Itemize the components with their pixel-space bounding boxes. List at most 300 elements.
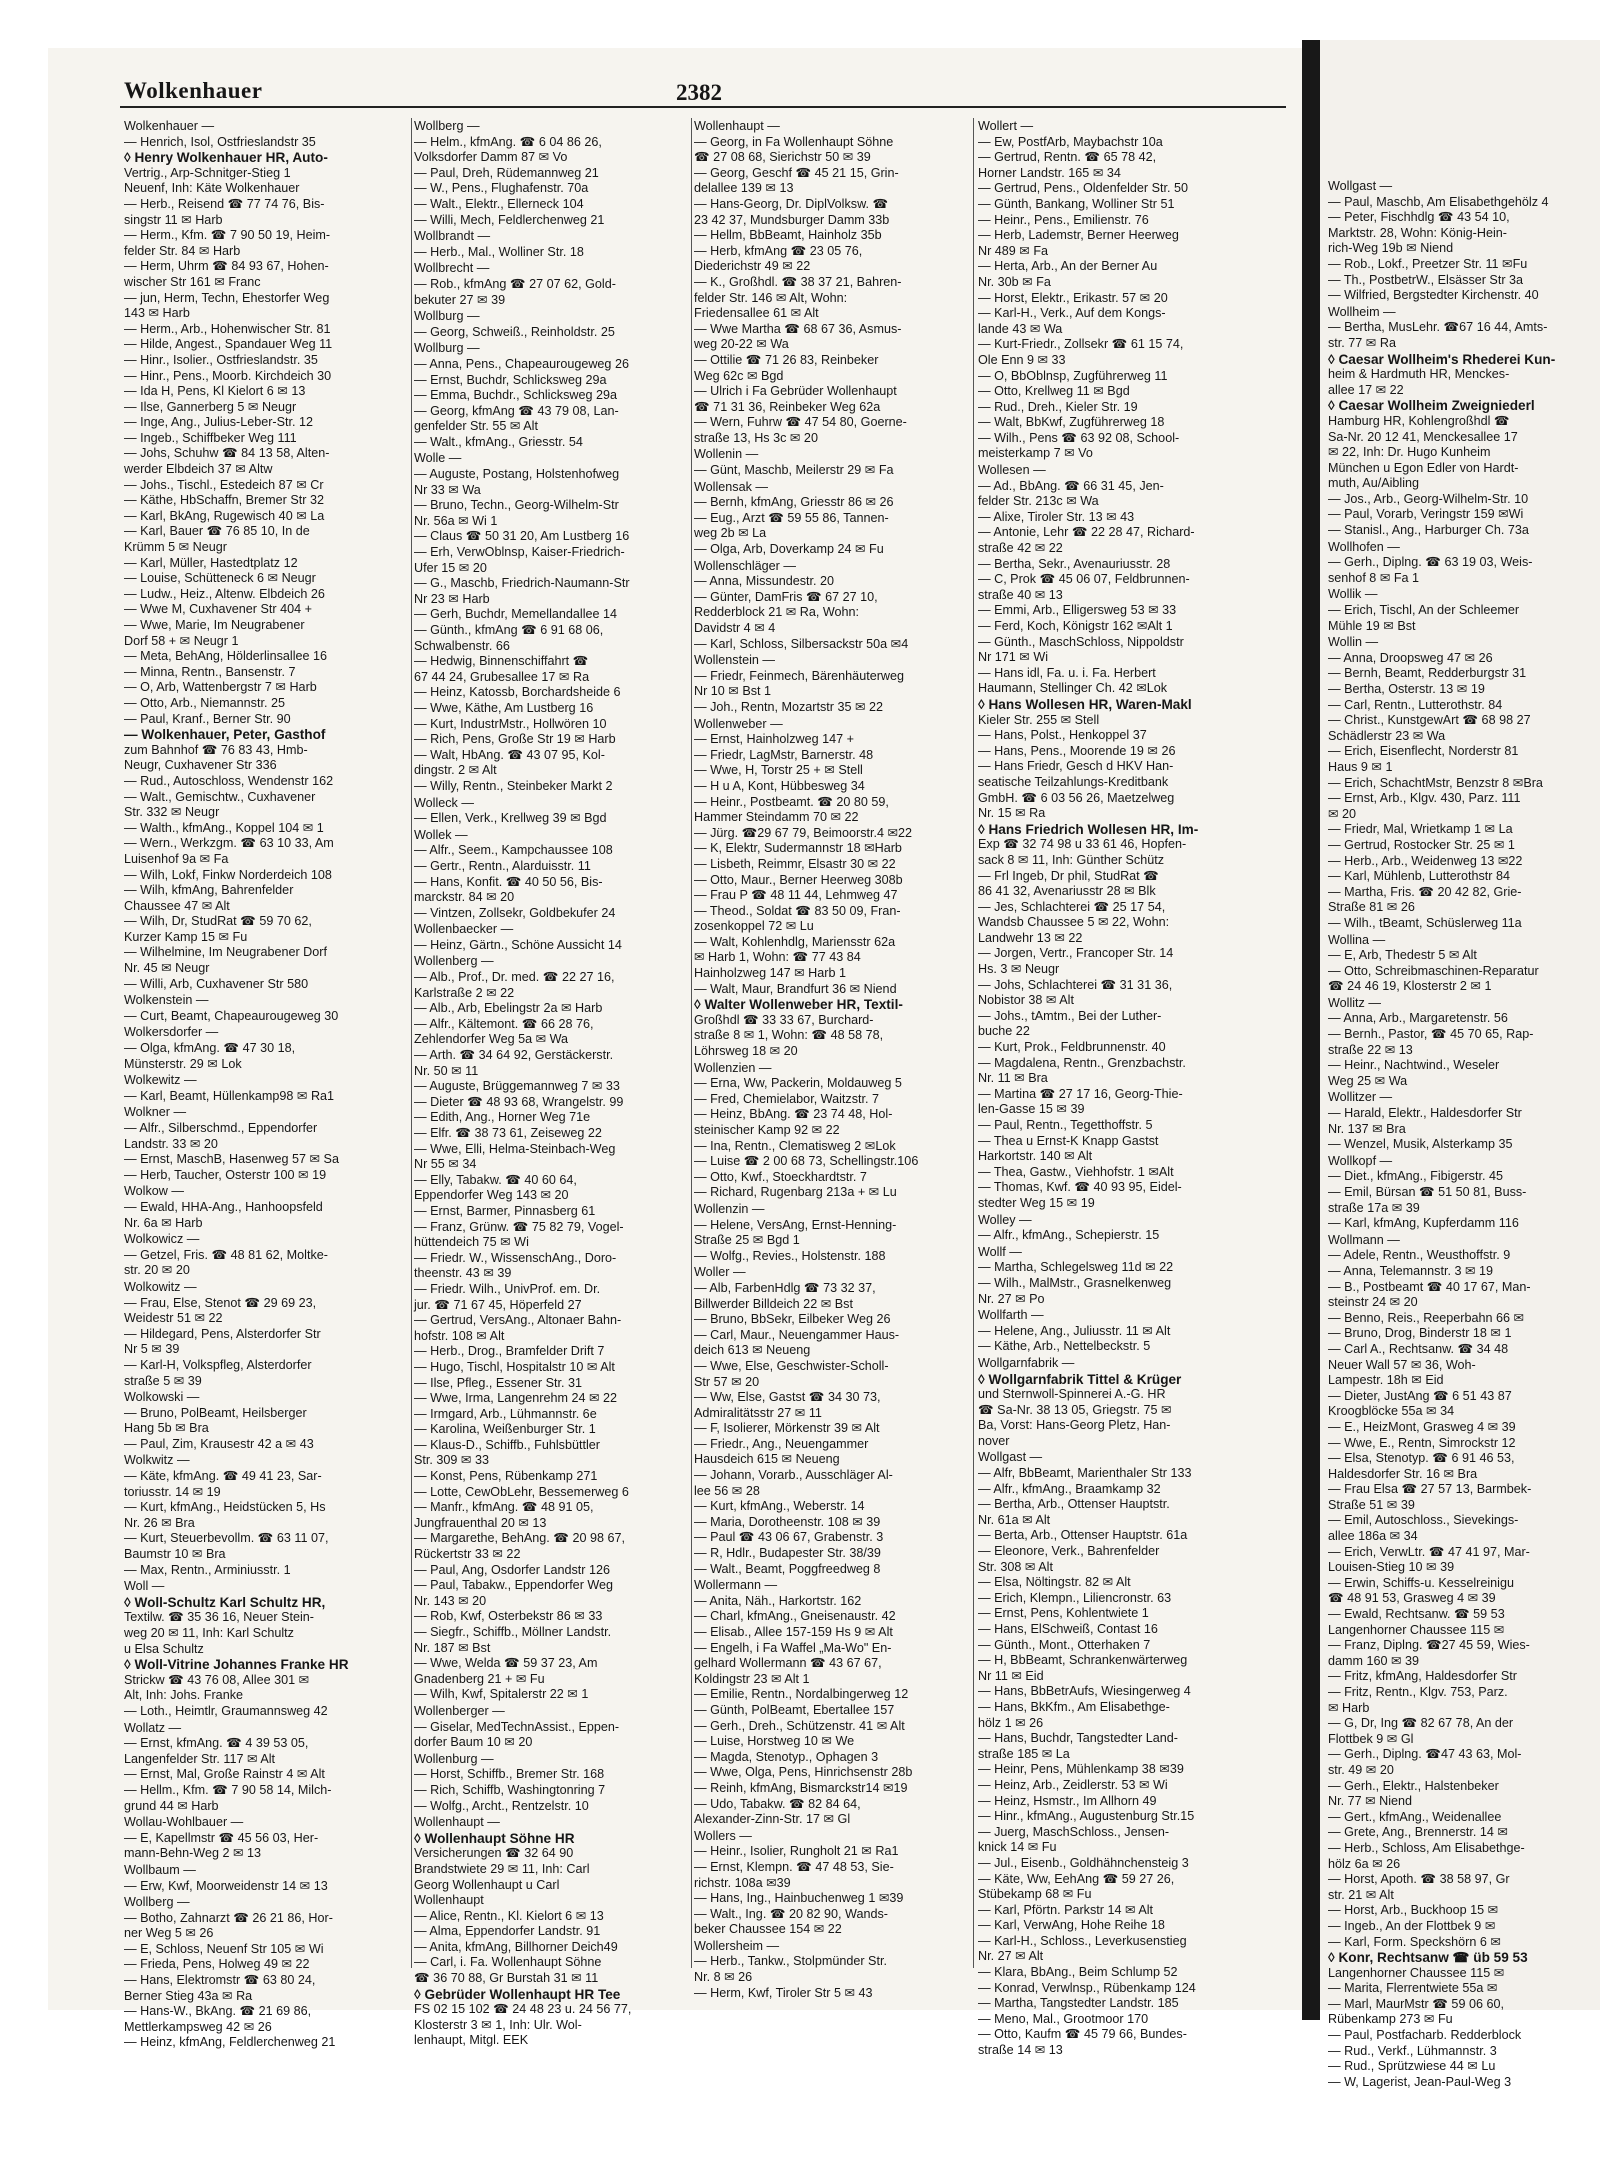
directory-entry: — Walth., kfmAng., Koppel 104 ✉ 1 bbox=[124, 820, 324, 835]
directory-entry: Nr. 8 ✉ 26 bbox=[694, 1970, 753, 1985]
directory-entry: — Dieter ☎ 48 93 68, Wrangelstr. 99 bbox=[414, 1094, 624, 1109]
directory-entry: — Jul., Eisenb., Goldhähnchensteig 3 bbox=[978, 1855, 1189, 1870]
directory-entry: — Horst, Schiffb., Bremer Str. 168 bbox=[414, 1767, 605, 1782]
directory-entry: Weidestr 51 ✉ 22 bbox=[124, 1311, 223, 1326]
directory-entry: singstr 11 ✉ Harb bbox=[124, 212, 223, 227]
directory-entry: — R, Hdlr., Budapester Str. 38/39 bbox=[694, 1546, 881, 1561]
directory-entry: — Günth, PolBeamt, Ebertallee 157 bbox=[694, 1702, 895, 1717]
directory-entry: — Karl, kfmAng, Kupferdamm 116 bbox=[1328, 1216, 1519, 1231]
directory-entry: — Wilh, Dr, StudRat ☎ 59 70 62, bbox=[124, 914, 312, 929]
directory-entry: — Gertrud, VersAng., Altonaer Bahn- bbox=[414, 1313, 622, 1328]
directory-entry: ◊ Woll-Schultz Karl Schultz HR, bbox=[124, 1594, 326, 1610]
directory-entry: — Paul ☎ 43 06 67, Grabenstr. 3 bbox=[694, 1530, 884, 1545]
directory-entry: seatische Teilzahlungs-Kreditbank bbox=[978, 774, 1169, 789]
directory-entry: Nr 489 ✉ Fa bbox=[978, 243, 1049, 258]
directory-entry: Volksdorfer Damm 87 ✉ Vo bbox=[414, 150, 568, 165]
directory-entry: — Ww, Else, Gastst ☎ 34 30 73, bbox=[694, 1390, 881, 1405]
directory-entry: — Hans, BbBetrAufs, Wiesingerweg 4 bbox=[978, 1684, 1191, 1699]
directory-entry: Nr. 27 ✉ Alt bbox=[978, 1949, 1044, 1964]
directory-entry: — Anita, Näh., Harkortstr. 162 bbox=[694, 1593, 862, 1608]
surname-heading: Wollenburg — bbox=[414, 1751, 494, 1766]
directory-entry: Str. 309 ✉ 33 bbox=[414, 1453, 489, 1468]
surname-heading: Wolkowicz — bbox=[124, 1232, 200, 1247]
directory-entry: — Karl-H, Volkspfleg, Alsterdorfer bbox=[124, 1357, 312, 1372]
directory-entry: Nr. 187 ✉ Bst bbox=[414, 1640, 491, 1655]
directory-entry: — Friedr. Wilh., UnivProf. em. Dr. bbox=[414, 1281, 601, 1296]
directory-entry: — Emilie, Rentn., Nordalbingerweg 12 bbox=[694, 1687, 909, 1702]
directory-entry: — Dieter, JustAng ☎ 6 51 43 87 bbox=[1328, 1388, 1512, 1403]
directory-entry: — E., HeizMont, Grasweg 4 ✉ 39 bbox=[1328, 1419, 1516, 1434]
surname-heading: Wollenstein — bbox=[694, 653, 775, 668]
directory-entry: Gnadenberg 21 + ✉ Fu bbox=[414, 1671, 545, 1686]
directory-entry: — Wwe, Olga, Pens, Hinrichsenstr 28b bbox=[694, 1765, 913, 1780]
directory-entry: str. 21 ✉ Alt bbox=[1328, 1887, 1394, 1902]
directory-entry: — Wolkenhauer, Peter, Gasthof bbox=[124, 727, 326, 743]
adjacent-page-text bbox=[1320, 40, 1600, 2089]
directory-entry: — Johs, Schuhw ☎ 84 13 58, Alten- bbox=[124, 446, 330, 461]
directory-entry: Landstr. 33 ✉ 20 bbox=[124, 1136, 218, 1151]
directory-entry: — Peter, Fischhdlg ☎ 43 54 10, bbox=[1328, 210, 1510, 225]
directory-entry: — Edith, Ang., Horner Weg 71e bbox=[414, 1110, 591, 1125]
directory-entry: — Paul, Ang, Osdorfer Landstr 126 bbox=[414, 1562, 611, 1577]
directory-entry: — Lisbeth, Reimmr, Elsastr 30 ✉ 22 bbox=[694, 856, 896, 871]
directory-entry: — Ludw., Heiz., Altenw. Elbdeich 26 bbox=[124, 586, 325, 601]
directory-entry: Rückertstr 33 ✉ 22 bbox=[414, 1547, 521, 1562]
directory-entry: — Herb, Lademstr, Berner Heerweg bbox=[978, 228, 1179, 243]
directory-entry: ☎ 48 91 53, Grasweg 4 ✉ 39 bbox=[1328, 1591, 1496, 1606]
directory-entry: ☎ Sa-Nr. 38 13 05, Griegstr. 75 ✉ bbox=[978, 1402, 1172, 1417]
directory-entry: — Alfr., kfmAng., Schepierstr. 15 bbox=[978, 1228, 1160, 1243]
directory-entry: richstr. 108a ✉39 bbox=[694, 1875, 791, 1890]
surname-heading: Wolkenhauer — bbox=[124, 119, 215, 133]
directory-entry: damm 160 ✉ 39 bbox=[1328, 1653, 1420, 1668]
directory-entry: — Karl, Beamt, Hüllenkamp98 ✉ Ra1 bbox=[124, 1088, 335, 1103]
surname-heading: Wollbrandt — bbox=[414, 229, 491, 244]
directory-entry: ◊ Walter Wollenweber HR, Textil- bbox=[694, 997, 903, 1013]
directory-entry: Nr. 15 ✉ Ra bbox=[978, 806, 1046, 821]
directory-entry: — Walt., Beamt, Poggfreedweg 8 bbox=[694, 1561, 881, 1576]
directory-entry: Stübekamp 68 ✉ Fu bbox=[978, 1887, 1092, 1902]
surname-heading: Wollgast — bbox=[978, 1450, 1043, 1465]
directory-entry: — Magda, Stenotyp., Ophagen 3 bbox=[694, 1749, 879, 1764]
directory-entry: GmbH. ☎ 6 03 56 26, Maetzelweg bbox=[978, 790, 1175, 805]
surname-heading: Wollfarth — bbox=[978, 1308, 1044, 1323]
surname-heading: Wolkow — bbox=[124, 1184, 184, 1199]
directory-entry: — Emil, Autoschloss., Sievekings- bbox=[1328, 1513, 1519, 1528]
directory-entry: — Walt., Ing. ☎ 20 82 90, Wands- bbox=[694, 1906, 888, 1921]
directory-entry: — Helm., kfmAng. ☎ 6 04 86 26, bbox=[414, 134, 602, 149]
directory-column-4 bbox=[978, 118, 1278, 2058]
directory-entry: — Carl, i. Fa. Wollenhaupt Söhne bbox=[414, 1955, 602, 1970]
directory-entry: Lampestr. 18h ✉ Eid bbox=[1328, 1373, 1444, 1388]
surname-heading: Wollensak — bbox=[694, 479, 768, 494]
directory-entry: — Bernh., Pastor, ☎ 45 70 65, Rap- bbox=[1328, 1027, 1534, 1042]
directory-entry: — Karl, Mühlenb, Lutterothstr 84 bbox=[1328, 869, 1511, 884]
directory-entry: — Botho, Zahnarzt ☎ 26 21 86, Hor- bbox=[124, 1910, 333, 1925]
directory-entry: heim & Hardmuth HR, Menckes- bbox=[1328, 367, 1510, 382]
directory-entry: — Ellen, Verk., Krellweg 39 ✉ Bgd bbox=[414, 811, 607, 826]
directory-entry: Nr. 56a ✉ Wi 1 bbox=[414, 513, 498, 528]
directory-entry: — Getzel, Fris. ☎ 48 81 62, Moltke- bbox=[124, 1247, 328, 1262]
directory-entry: — Stanisl., Ang., Harburger Ch. 73a bbox=[1328, 523, 1529, 538]
directory-entry: — Erich, Klempn., Liliencronstr. 63 bbox=[978, 1590, 1172, 1605]
directory-entry: — Rud., Sprützwiese 44 ✉ Lu bbox=[1328, 2059, 1496, 2074]
surname-heading: Wollberg — bbox=[414, 119, 480, 133]
directory-entry: — Hans, ElSchweiß, Contast 16 bbox=[978, 1622, 1158, 1636]
directory-entry: — Johs., tAmtm., Bei der Luther- bbox=[978, 1008, 1162, 1023]
directory-entry: — Ernst, kfmAng. ☎ 4 39 53 05, bbox=[124, 1736, 309, 1751]
directory-entry: Baumstr 10 ✉ Bra bbox=[124, 1547, 226, 1562]
directory-entry: Langenhorner Chaussee 115 ✉ bbox=[1328, 1965, 1505, 1980]
directory-entry: — F, Isolierer, Mörkenstr 39 ✉ Alt bbox=[694, 1421, 880, 1436]
directory-entry: — Ewald, Rechtsanw. ☎ 59 53 bbox=[1328, 1607, 1505, 1622]
directory-entry: felder Str. 213c ✉ Wa bbox=[978, 494, 1099, 509]
directory-entry: Nr 11 ✉ Eid bbox=[978, 1668, 1044, 1683]
surname-heading: Wollitzer — bbox=[1328, 1090, 1393, 1105]
directory-entry: — Hans, Pens., Moorende 19 ✉ 26 bbox=[978, 743, 1176, 758]
directory-entry: — Fritz, kfmAng, Haldesdorfer Str bbox=[1328, 1669, 1517, 1684]
surname-heading: Wolleck — bbox=[414, 795, 474, 810]
directory-entry: — Wern., Werkzgm. ☎ 63 10 33, Am bbox=[124, 836, 334, 851]
directory-entry: — Heinr., Pens., Emilienstr. 76 bbox=[978, 212, 1149, 227]
surname-heading: Wolkowski — bbox=[124, 1390, 200, 1405]
directory-entry: — K, Elektr, Sudermannstr 18 ✉Harb bbox=[694, 841, 902, 856]
directory-entry: — Willi, Mech, Feldlerchenweg 21 bbox=[414, 212, 605, 227]
surname-heading: Wollenberger — bbox=[414, 1703, 505, 1718]
directory-entry: — Anita, kfmAng, Billhorner Deich49 bbox=[414, 1939, 618, 1954]
directory-entry: — Walt., kfmAng., Griesstr. 54 bbox=[414, 434, 583, 449]
directory-entry: — Wwe Martha ☎ 68 67 36, Asmus- bbox=[694, 321, 902, 336]
directory-entry: straße 40 ✉ 13 bbox=[978, 587, 1063, 602]
directory-entry: straße 14 ✉ 13 bbox=[978, 2043, 1063, 2058]
directory-entry: Wollenhaupt bbox=[414, 1893, 484, 1908]
surname-heading: Wollmann — bbox=[1328, 1232, 1400, 1247]
directory-entry: — Paul, Maschb, Am Elisabethgehölz 4 bbox=[1328, 194, 1549, 209]
directory-entry: — Willy, Rentn., Steinbeker Markt 2 bbox=[414, 778, 613, 793]
directory-entry: — Georg, kfmAng ☎ 43 79 08, Lan- bbox=[414, 403, 619, 418]
directory-entry: — Alfr, BbBeamt, Marienthaler Str 133 bbox=[978, 1466, 1192, 1481]
directory-entry: toriusstr. 14 ✉ 19 bbox=[124, 1484, 221, 1499]
directory-entry: — Erw, Kwf, Moorweidenstr 14 ✉ 13 bbox=[124, 1878, 328, 1893]
directory-entry: Haus 9 ✉ 1 bbox=[1328, 759, 1393, 774]
directory-entry: 143 ✉ Harb bbox=[124, 306, 190, 321]
directory-entry: str. 77 ✉ Ra bbox=[1328, 335, 1396, 350]
page-number: 2382 bbox=[676, 80, 722, 105]
directory-entry: — Charl, kfmAng., Gneisenaustr. 42 bbox=[694, 1609, 896, 1624]
directory-entry: — Giselar, MedTechnAssist., Eppen- bbox=[414, 1719, 620, 1734]
directory-entry: — Paul, Kranf., Berner Str. 90 bbox=[124, 711, 291, 726]
directory-entry: — Rob, Kwf, Osterbekstr 86 ✉ 33 bbox=[414, 1609, 603, 1624]
directory-entry: — Hans, BkKfm., Am Elisabethge- bbox=[978, 1699, 1170, 1714]
directory-entry: — Heinz, Hsmstr., Im Allhorn 49 bbox=[978, 1793, 1157, 1808]
directory-entry: dingstr. 2 ✉ Alt bbox=[414, 763, 497, 778]
directory-entry: ☎ 71 31 36, Reinbeker Weg 62a bbox=[694, 399, 881, 414]
directory-entry: — Benno, Reis., Reeperbahn 66 ✉ bbox=[1328, 1310, 1525, 1325]
directory-entry: — Gerh., Diplng. ☎47 43 63, Mol- bbox=[1328, 1747, 1522, 1762]
directory-entry: Großhdl ☎ 33 33 67, Burchard- bbox=[694, 1012, 874, 1027]
surname-heading: Wollina — bbox=[1328, 932, 1386, 947]
directory-entry: Nr 23 ✉ Harb bbox=[414, 591, 490, 606]
directory-entry: — Wilh, Kwf, Spitalerstr 22 ✉ 1 bbox=[414, 1687, 589, 1702]
directory-entry: — Adele, Rentn., Weusthoffstr. 9 bbox=[1328, 1248, 1511, 1263]
directory-entry: — Ernst, Barmer, Pinnasberg 61 bbox=[414, 1203, 596, 1218]
directory-entry: — Martina ☎ 27 17 16, Georg-Thie- bbox=[978, 1086, 1183, 1101]
surname-heading: Wolle — bbox=[414, 451, 462, 466]
directory-entry: — Karl, BkAng, Rugewisch 40 ✉ La bbox=[124, 508, 325, 523]
directory-entry: — O, Arb, Wattenbergstr 7 ✉ Harb bbox=[124, 680, 317, 695]
directory-entry: — Hinr., Pens., Moorb. Kirchdeich 30 bbox=[124, 368, 332, 383]
directory-entry: Versicherungen ☎ 32 64 90 bbox=[414, 1846, 574, 1861]
surname-heading: Wollhofen — bbox=[1328, 539, 1400, 554]
directory-entry: FS 02 15 102 ☎ 24 48 23 u. 24 56 77, bbox=[414, 2002, 632, 2017]
directory-entry: — Konst, Pens, Rübenkamp 271 bbox=[414, 1469, 598, 1484]
surname-heading: Wollek — bbox=[414, 827, 468, 842]
surname-heading: Wollenzien — bbox=[694, 1060, 772, 1075]
directory-entry: — Walt, HbAng. ☎ 43 07 95, Kol- bbox=[414, 747, 605, 762]
directory-entry: — Kurt, kfmAng., Heidstücken 5, Hs bbox=[124, 1500, 326, 1515]
directory-entry: — Herb., Mal., Wolliner Str. 18 bbox=[414, 244, 584, 259]
directory-entry: Kroogblöcke 55a ✉ 34 bbox=[1328, 1404, 1455, 1419]
directory-entry: — Otto, Arb., Niemannstr. 25 bbox=[124, 695, 285, 710]
directory-entry: hüttendeich 75 ✉ Wi bbox=[414, 1235, 529, 1250]
directory-entry: Diederichstr 49 ✉ 22 bbox=[694, 259, 811, 274]
directory-entry: — Hans, Ing., Hainbuchenweg 1 ✉39 bbox=[694, 1891, 904, 1906]
directory-entry: — Hans, Elektromstr ☎ 63 80 24, bbox=[124, 1973, 316, 1988]
directory-entry: — Kurt, Prok., Feldbrunnenstr. 40 bbox=[978, 1040, 1166, 1055]
directory-entry: grund 44 ✉ Harb bbox=[124, 1798, 219, 1813]
directory-entry: — jun, Herm, Techn, Ehestorfer Weg bbox=[124, 290, 330, 305]
directory-entry: — Elsa, Stenotyp. ☎ 6 91 46 53, bbox=[1328, 1451, 1515, 1466]
directory-entry: Straße 51 ✉ 39 bbox=[1328, 1497, 1415, 1512]
directory-entry: — H u A, Kont, Hübbesweg 34 bbox=[694, 778, 865, 793]
directory-entry: — Minna, Rentn., Bansenstr. 7 bbox=[124, 664, 296, 679]
directory-entry: straße 5 ✉ 39 bbox=[124, 1373, 202, 1388]
directory-entry: — Hugo, Tischl, Hospitalstr 10 ✉ Alt bbox=[414, 1359, 615, 1374]
directory-entry: — Horst, Arb., Buckhoop 15 ✉ bbox=[1328, 1903, 1499, 1918]
directory-entry: — Rud., Dreh., Kieler Str. 19 bbox=[978, 399, 1138, 414]
directory-entry: Chaussee 47 ✉ Alt bbox=[124, 898, 230, 913]
surname-heading: Wollik — bbox=[1328, 587, 1378, 602]
directory-entry: — Karl-H., Verk., Auf dem Kongs- bbox=[978, 306, 1166, 321]
directory-entry: Nobistor 38 ✉ Alt bbox=[978, 993, 1074, 1008]
directory-entry: Haldesdorfer Str. 16 ✉ Bra bbox=[1328, 1466, 1478, 1481]
directory-entry: felder Str. 146 ✉ Alt, Wohn: bbox=[694, 290, 848, 305]
directory-entry: — Otto, Kwf., Stoeckhardtstr. 7 bbox=[694, 1169, 867, 1184]
directory-entry: — Carl, Rentn., Lutterothstr. 84 bbox=[1328, 697, 1503, 712]
surname-heading: Wolkenstein — bbox=[124, 993, 209, 1008]
directory-entry: — Ernst, Pens, Kohlentwiete 1 bbox=[978, 1606, 1149, 1621]
directory-entry: — Kurt, Steuerbevollm. ☎ 63 11 07, bbox=[124, 1531, 329, 1546]
directory-entry: Strickw ☎ 43 76 08, Allee 301 ✉ bbox=[124, 1672, 310, 1687]
directory-entry: straße 42 ✉ 22 bbox=[978, 541, 1063, 556]
directory-entry: — G., Maschb, Friedrich-Naumann-Str bbox=[414, 576, 630, 591]
directory-entry: — Thea u Ernst-K Knapp Gastst bbox=[978, 1133, 1159, 1148]
directory-entry: Brandstwiete 29 ✉ 11, Inh: Carl bbox=[414, 1861, 590, 1876]
directory-entry: — Herb., Arb., Weidenweg 13 ✉22 bbox=[1328, 853, 1523, 868]
directory-entry: Hausdeich 615 ✉ Neueng bbox=[694, 1452, 840, 1467]
directory-entry: Nr. 26 ✉ Bra bbox=[124, 1515, 195, 1530]
directory-entry: — Elsa, Nöltingstr. 82 ✉ Alt bbox=[978, 1575, 1131, 1590]
directory-entry: weg 2b ✉ La bbox=[694, 526, 767, 541]
surname-heading: Wollgarnfabrik — bbox=[978, 1355, 1075, 1370]
directory-entry: — Friedr. W., WissenschAng., Doro- bbox=[414, 1250, 617, 1265]
directory-entry: — Anna, Missundestr. 20 bbox=[694, 574, 835, 589]
directory-entry: — Horst, Elektr., Erikastr. 57 ✉ 20 bbox=[978, 290, 1168, 305]
surname-heading: Wollburg — bbox=[414, 341, 480, 356]
directory-entry: — Margarethe, BehAng. ☎ 20 98 67, bbox=[414, 1531, 626, 1546]
surname-heading: Wollgast — bbox=[1328, 179, 1393, 193]
directory-entry: — Hinr., kfmAng., Augustenburg Str.15 bbox=[978, 1809, 1195, 1824]
directory-entry: Nr 33 ✉ Wa bbox=[414, 482, 481, 497]
directory-entry: — Kurt, IndustrMstr., Hollwören 10 bbox=[414, 716, 607, 731]
directory-entry: — B., Postbeamt ☎ 40 17 67, Man- bbox=[1328, 1279, 1531, 1294]
directory-entry: — Heinz, kfmAng, Feldlerchenweg 21 bbox=[124, 2035, 336, 2050]
directory-entry: Admiralitätsstr 27 ✉ 11 bbox=[694, 1405, 822, 1420]
directory-entry: — Horst, Apoth. ☎ 38 58 97, Gr bbox=[1328, 1872, 1510, 1887]
directory-entry: — Hellm, BbBeamt, Hainholz 35b bbox=[694, 228, 882, 243]
directory-entry: — Hilde, Angest., Spandauer Weg 11 bbox=[124, 337, 333, 352]
directory-entry: Löhrsweg 18 ✉ 20 bbox=[694, 1044, 798, 1059]
directory-entry: — Erich, Tischl, An der Schleemer bbox=[1328, 603, 1520, 618]
surname-heading: Wolkner — bbox=[124, 1105, 187, 1120]
surname-heading: Wollau-Wohlbauer — bbox=[124, 1815, 244, 1830]
surname-heading: Wollenhaupt — bbox=[694, 119, 780, 133]
directory-entry: Str. 308 ✉ Alt bbox=[978, 1559, 1053, 1574]
directory-entry: Straße 81 ✉ 26 bbox=[1328, 900, 1415, 915]
directory-entry: — Konrad, Verwlnsp., Rübenkamp 124 bbox=[978, 1980, 1196, 1995]
directory-entry: Mettlerkampsweg 42 ✉ 26 bbox=[124, 2019, 272, 2034]
directory-entry: — Karl-H., Schloss., Leverkusenstieg bbox=[978, 1933, 1187, 1948]
directory-entry: ◊ Hans Wollesen HR, Waren-Makl bbox=[978, 696, 1192, 712]
directory-entry: ◊ Konr, Rechtsanw ☎ üb 59 53 bbox=[1328, 1950, 1528, 1966]
directory-entry: — Ernst, Hainholzweg 147 + bbox=[694, 732, 854, 747]
directory-entry: — E, Arb, Thedestr 5 ✉ Alt bbox=[1328, 948, 1477, 963]
surname-heading: Wollheim — bbox=[1328, 304, 1396, 319]
directory-entry: — Heinz, BbAng. ☎ 23 74 48, Hol- bbox=[694, 1107, 893, 1122]
directory-entry: — Emmi, Arb., Elligersweg 53 ✉ 33 bbox=[978, 603, 1177, 618]
directory-entry: — Magdalena, Rentn., Grenzbachstr. bbox=[978, 1055, 1186, 1070]
directory-entry: — Karl, Bauer ☎ 76 85 10, In de bbox=[124, 524, 310, 539]
directory-entry: ◊ Hans Friedrich Wollesen HR, Im- bbox=[978, 821, 1199, 837]
directory-entry: — E, Kapellmstr ☎ 45 56 03, Her- bbox=[124, 1830, 319, 1845]
directory-entry: — Wwe, Welda ☎ 59 37 23, Am bbox=[414, 1656, 598, 1671]
directory-entry: werder Elbdeich 37 ✉ Altw bbox=[124, 462, 273, 477]
directory-entry: — Georg, in Fa Wollenhaupt Söhne bbox=[694, 134, 894, 149]
directory-entry: — Ernst, Arb., Klgv. 430, Parz. 111 bbox=[1328, 791, 1521, 806]
directory-entry: — Georg, Geschf ☎ 45 21 15, Grin- bbox=[694, 165, 899, 180]
directory-entry: — Ottilie ☎ 71 26 83, Reinbeker bbox=[694, 352, 879, 367]
directory-entry: — Gertrud, Pens., Oldenfelder Str. 50 bbox=[978, 181, 1188, 196]
directory-entry: gelhard Wollermann ☎ 43 67 67, bbox=[694, 1656, 882, 1671]
directory-entry: straße 185 ✉ La bbox=[978, 1746, 1070, 1761]
directory-entry: — Wilh., tBeamt, Schüslerweg 11a bbox=[1328, 915, 1522, 930]
directory-entry: ◊ Woll-Vitrine Johannes Franke HR bbox=[124, 1657, 349, 1673]
directory-entry: — K., Großhdl. ☎ 38 37 21, Bahren- bbox=[694, 274, 902, 289]
directory-entry: — Bernh, kfmAng, Griesstr 86 ✉ 26 bbox=[694, 495, 894, 510]
directory-entry: — Alixe, Tiroler Str. 13 ✉ 43 bbox=[978, 509, 1135, 524]
directory-entry: str. 20 ✉ 20 bbox=[124, 1263, 190, 1278]
directory-entry: — Otto, Maur., Berner Heerweg 308b bbox=[694, 872, 903, 887]
directory-entry: — Gerh., Elektr., Halstenbeker bbox=[1328, 1778, 1499, 1793]
directory-entry: — Maria, Dorotheenstr. 108 ✉ 39 bbox=[694, 1514, 881, 1529]
directory-entry: — Alfr., kfmAng., Braamkamp 32 bbox=[978, 1481, 1161, 1496]
directory-entry: — Erwin, Schiffs-u. Kesselreinigu bbox=[1328, 1575, 1514, 1590]
directory-entry: — Thea, Gastw., Viehhofstr. 1 ✉Alt bbox=[978, 1164, 1174, 1179]
directory-entry: — Alice, Rentn., Kl. Kielort 6 ✉ 13 bbox=[414, 1908, 604, 1923]
directory-entry: — Diet., kfmAng., Fibigerstr. 45 bbox=[1328, 1169, 1503, 1184]
directory-entry: — Hedwig, Binnenschiffahrt ☎ bbox=[414, 654, 589, 669]
directory-entry: — Wilfried, Bergstedter Kirchenstr. 40 bbox=[1328, 288, 1539, 303]
surname-heading: Wollburg — bbox=[414, 309, 480, 324]
directory-entry: weg 20 ✉ 11, Inh: Karl Schultz bbox=[124, 1626, 294, 1640]
directory-entry: — Friedr, LagMstr, Barnerstr. 48 bbox=[694, 747, 874, 762]
directory-entry: — G, Dr, Ing ☎ 82 67 78, An der bbox=[1328, 1716, 1514, 1731]
directory-entry: — Friedr, Feinmech, Bärenhäuterweg bbox=[694, 668, 904, 683]
directory-entry: — Paul, Dreh, Rüdemannweg 21 bbox=[414, 165, 599, 180]
directory-entry: Berner Stieg 43a ✉ Ra bbox=[124, 1988, 253, 2003]
directory-entry: zosenkoppel 72 ✉ Lu bbox=[694, 919, 814, 934]
directory-entry: — Reinh, kfmAng, Bismarckstr14 ✉19 bbox=[694, 1780, 908, 1795]
directory-entry: — Berta, Arb., Ottenser Hauptstr. 61a bbox=[978, 1528, 1188, 1543]
directory-entry: straße 13, Hs 3c ✉ 20 bbox=[694, 430, 818, 445]
directory-entry: — Gerh., Diplng. ☎ 63 19 03, Weis- bbox=[1328, 555, 1533, 570]
directory-entry: theenstr. 43 ✉ 39 bbox=[414, 1266, 512, 1281]
directory-entry: — Günt, Maschb, Meilerstr 29 ✉ Fa bbox=[694, 463, 894, 478]
directory-entry: — Ida H, Pens, Kl Kielort 6 ✉ 13 bbox=[124, 384, 306, 399]
directory-entry: und Sternwoll-Spinnerei A.-G. HR bbox=[978, 1387, 1166, 1402]
directory-entry: Mühle 19 ✉ Bst bbox=[1328, 618, 1416, 633]
directory-entry: — Walt, Maur, Brandfurt 36 ✉ Niend bbox=[694, 981, 897, 996]
directory-entry: — Herm, Uhrm ☎ 84 93 67, Hohen- bbox=[124, 259, 329, 274]
directory-entry: — Curt, Beamt, Chapeaurougeweg 30 bbox=[124, 1008, 339, 1023]
directory-entry: ner Weg 5 ✉ 26 bbox=[124, 1926, 214, 1941]
directory-entry: Nr. 27 ✉ Po bbox=[978, 1291, 1045, 1306]
directory-entry: — Klaus-D., Schiffb., Fuhlsbüttler bbox=[414, 1437, 600, 1452]
directory-entry: — Herta, Arb., An der Berner Au bbox=[978, 259, 1158, 274]
directory-entry: — Joh., Rentn, Mozartstr 35 ✉ 22 bbox=[694, 699, 884, 714]
surname-heading: Woller — bbox=[694, 1265, 746, 1280]
directory-entry: — Gerh., Dreh., Schützenstr. 41 ✉ Alt bbox=[694, 1718, 905, 1733]
directory-entry: — Heinr., Postbeamt. ☎ 20 80 59, bbox=[694, 794, 889, 809]
directory-entry: — Walt., Gemischtw., Cuxhavener bbox=[124, 789, 316, 804]
directory-entry: — Elisab., Allee 157-159 Hs 9 ✉ Alt bbox=[694, 1625, 893, 1639]
directory-entry: — Wwe, H, Torstr 25 + ✉ Stell bbox=[694, 763, 863, 778]
directory-entry: ◊ Wollenhaupt Söhne HR bbox=[414, 1830, 575, 1846]
directory-entry: — Elly, Tabakw. ☎ 40 60 64, bbox=[414, 1172, 577, 1187]
directory-entry: Georg Wollenhaupt u Carl bbox=[414, 1877, 560, 1892]
directory-entry: — Vintzen, Zollsekr, Goldbekufer 24 bbox=[414, 905, 616, 920]
directory-entry: ✉ 22, Inh: Dr. Hugo Kunheim bbox=[1328, 445, 1491, 460]
directory-entry: Hammer Steindamm 70 ✉ 22 bbox=[694, 810, 859, 825]
surname-heading: Wollberg — bbox=[124, 1895, 190, 1910]
directory-entry: 86 41 32, Avenariusstr 28 ✉ Blk bbox=[978, 884, 1156, 899]
directory-entry: Nr 10 ✉ Bst 1 bbox=[694, 684, 772, 699]
directory-entry: — Otto, Schreibmaschinen-Reparatur bbox=[1328, 963, 1539, 978]
directory-entry: — Antonie, Lehr ☎ 22 28 47, Richard- bbox=[978, 525, 1195, 540]
directory-entry: ◊ Gebrüder Wollenhaupt HR Tee bbox=[414, 1986, 621, 2002]
directory-entry: — Heinr, Pens, Mühlenkamp 38 ✉39 bbox=[978, 1762, 1184, 1777]
directory-entry: — Anna, Pens., Chapeaurougeweg 26 bbox=[414, 356, 629, 371]
directory-entry: Weg 25 ✉ Wa bbox=[1328, 1073, 1408, 1088]
surname-heading: Wolkowitz — bbox=[124, 1279, 197, 1294]
directory-entry: Landwehr 13 ✉ 22 bbox=[978, 930, 1083, 945]
directory-entry: marckstr. 84 ✉ 20 bbox=[414, 890, 515, 905]
directory-entry: — Heinr., Nachtwind., Weseler bbox=[1328, 1058, 1500, 1073]
directory-entry: — Anna, Arb., Margaretenstr. 56 bbox=[1328, 1011, 1508, 1026]
directory-entry: — Ernst, Mal, Große Rainstr 4 ✉ Alt bbox=[124, 1767, 325, 1782]
directory-entry: — Juerg, MaschSchloss., Jensen- bbox=[978, 1824, 1170, 1839]
directory-entry: — Ulrich i Fa Gebrüder Wollenhaupt bbox=[694, 384, 897, 399]
